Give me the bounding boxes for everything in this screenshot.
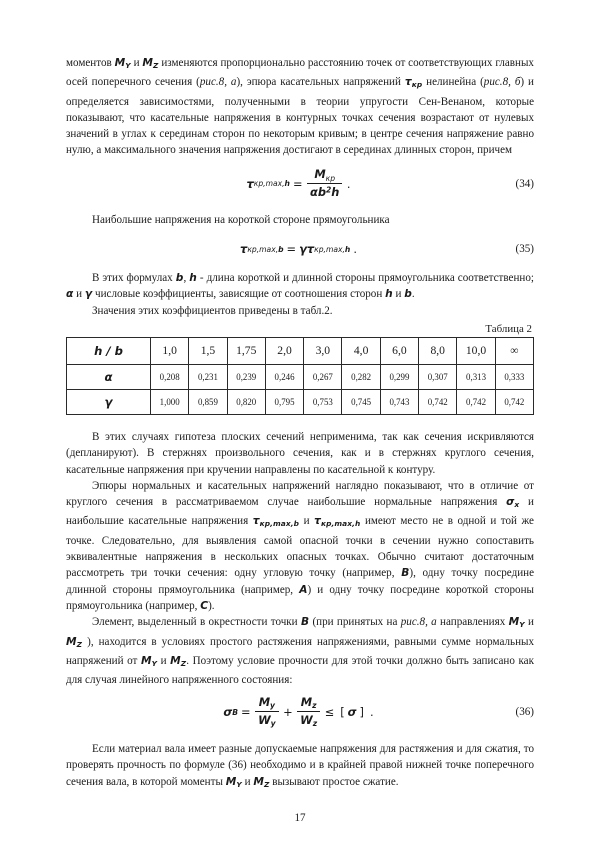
equation-number-35: (35) [515, 243, 534, 256]
table-cell-infinity: ∞ [495, 337, 533, 364]
formula-lhs-sigma: σ [223, 705, 233, 720]
table-row [67, 364, 534, 389]
table-row-label-gamma: γ [67, 389, 151, 414]
fraction-denominator [255, 711, 279, 729]
table-row-header [67, 337, 534, 364]
formula-period: . [353, 242, 357, 257]
numerator-m: M [300, 694, 313, 709]
symbol-subscript: Z [263, 779, 270, 789]
symbol-my [509, 616, 525, 628]
table-cell: 0,333 [495, 364, 533, 389]
denominator-subscript: z [312, 719, 318, 729]
symbol-base: M [114, 57, 126, 69]
equals-sign: = [241, 705, 251, 720]
table-cell: 0,743 [380, 389, 418, 414]
figure-reference: рис.8, б [483, 76, 521, 89]
formula-lhs-tau: τ [240, 242, 248, 257]
table-cell: 8,0 [419, 337, 457, 364]
allowable-sigma: σ [347, 705, 357, 720]
table-cell: 0,282 [342, 364, 380, 389]
formula-34 [246, 168, 353, 200]
symbol-base: τ [404, 76, 412, 89]
symbol-subscript: Y [236, 779, 242, 789]
symbol-base: M [225, 775, 237, 788]
symbol-tau-kr-max-b [253, 515, 299, 527]
fraction-my-wy [255, 695, 279, 729]
symbol-b-2: b [404, 288, 412, 301]
text-run: ) и определяется зависимостями, полученными в теории упругости Сен-Венаном, которые показывают, что касательные напряжения в контурных точках сечения возрастают от нулевых значений в углах к серединам сторон по некоторым кривым; в центре сечения напряжение равно нулю, а максимального значения напряжения достигают в серединах длинных сторон, причем [66, 76, 534, 157]
table-cell: 0,753 [304, 389, 342, 414]
table-row-label-hb: h / b [67, 337, 151, 364]
text-run: Если материал вала имеет разные допускаемые напряжения для растяжения и для сжатия, то проверять прочность по формуле (36) необходимо и в крайней правой нижней точке поперечного сечения вала, в которой моменты [66, 742, 534, 788]
text-run: и [160, 654, 167, 667]
fraction-numerator [298, 695, 320, 711]
symbol-tau-kr [405, 76, 422, 88]
denominator-b: b [317, 185, 326, 200]
table-cell: 0,246 [265, 364, 303, 389]
page-content [66, 55, 534, 793]
symbol-my [115, 57, 131, 69]
formula-34-row [66, 168, 534, 200]
text-run: В этих случаях гипотеза плоских сечений неприменима, так как сечения искривляются (депланируют). В стержнях произвольного сечения, как и в стержнях круглого сечения, касательные напряжения при кручении направлены по касательной к контуру. [66, 430, 534, 476]
plus-sign: + [283, 705, 293, 720]
text-run: Значения этих коэффициентов приведены в табл.2. [92, 304, 333, 317]
formula-rhs-gamma: γ [299, 242, 307, 257]
formula-36-row [66, 695, 534, 729]
table-cell: 0,859 [189, 389, 227, 414]
symbol-alpha: α [66, 288, 74, 301]
formula-lhs-subscript-b: b [278, 244, 284, 254]
formula-lhs-subscript: кр,max, [247, 244, 279, 254]
text-run: нелинейна ( [426, 76, 484, 89]
table-row [67, 389, 534, 414]
symbol-base: M [66, 635, 77, 648]
paragraph-short-side [66, 212, 534, 228]
text-run: изменяются пропорционально расстоянию точек от соответствующих главных осей поперечного сечения ( [66, 57, 534, 89]
denominator-w: W [300, 712, 313, 727]
symbol-subscript: кр [411, 80, 423, 90]
figure-reference: рис.8, а [199, 76, 237, 89]
table-cell: 1,0 [151, 337, 189, 364]
coefficients-table [66, 337, 534, 415]
text-run: ), находится в условиях простого растяжения напряжениями, равными сумме нормальных напряжений от [66, 635, 534, 667]
table-cell: 0,820 [227, 389, 265, 414]
table-cell: 3,0 [304, 337, 342, 364]
equation-number-34: (34) [515, 177, 534, 190]
table-cell: 0,795 [265, 389, 303, 414]
table-cell: 0,239 [227, 364, 265, 389]
table-cell: 0,745 [342, 389, 380, 414]
text-run: и [76, 288, 83, 301]
symbol-h-2: h [385, 288, 393, 301]
text-run: и [528, 616, 534, 629]
symbol-base: τ [252, 515, 260, 528]
table-cell: 0,299 [380, 364, 418, 389]
symbol-subscript: Y [125, 61, 131, 70]
fraction-numerator [311, 167, 338, 183]
bracket-close: ] [359, 705, 364, 720]
text-run: направлениях [440, 616, 506, 629]
symbol-h: h [189, 272, 197, 285]
text-run: моментов [66, 57, 112, 69]
fraction-mz-wz [297, 695, 320, 729]
numerator-subscript: z [312, 701, 317, 711]
formula-rhs-subscript-h: h [344, 244, 351, 254]
formula-lhs-subscript: кр,max, [253, 179, 285, 189]
symbol-mz [142, 57, 158, 69]
numerator-subscript: y [270, 701, 275, 711]
numerator-subscript: кр [325, 173, 336, 183]
denominator-h: h [331, 185, 340, 200]
text-run: вызывают простое сжатие. [272, 775, 399, 788]
symbol-gamma: γ [84, 288, 93, 301]
table-cell: 0,307 [419, 364, 457, 389]
fraction-numerator [256, 695, 278, 711]
symbol-b: b [175, 272, 184, 285]
symbol-point-a: A [299, 583, 308, 596]
text-run: и [303, 515, 310, 528]
formula-period: . [370, 705, 374, 720]
formula-lhs-tau: τ [246, 176, 254, 191]
paragraph-element-at-b [66, 614, 534, 688]
text-run: числовые коэффициенты, зависящие от соотношения сторон [95, 288, 383, 301]
symbol-mz [66, 636, 82, 648]
symbol-base: M [170, 654, 181, 667]
paragraph-different-allowables [66, 741, 534, 793]
page-number: 17 [294, 812, 306, 824]
numerator-m: M [258, 694, 271, 709]
text-run: Наибольшие напряжения на короткой стороне прямоугольника [92, 213, 390, 226]
text-run: Эпюры нормальных и касательных напряжений наглядно показывают, что в отличие от круглого сечения в рассматриваемом случае наибольшие нормальные напряжения [66, 479, 534, 509]
text-run: ), одну точку посредине длинной стороны прямоугольника (например, [66, 567, 535, 596]
denominator-exponent: 2 [325, 185, 332, 195]
symbol-base: τ [314, 515, 321, 528]
table-cell: 0,742 [457, 389, 495, 414]
denominator-alpha: α [310, 185, 318, 200]
symbol-my [226, 776, 242, 788]
text-run: ), эпюра касательных напряжений [236, 76, 401, 89]
symbol-subscript: Z [76, 639, 83, 649]
symbol-subscript: x [514, 500, 520, 510]
symbol-point-b: B [300, 616, 310, 629]
formula-35 [240, 242, 360, 256]
table-cell: 4,0 [342, 337, 380, 364]
paragraph-stress-diagrams [66, 478, 534, 614]
bracket-open: [ [340, 705, 345, 720]
fraction-denominator [307, 183, 342, 199]
formula-rhs-tau: τ [306, 242, 315, 257]
formula-lhs-subscript-h: h [284, 179, 290, 189]
denominator-subscript: y [270, 719, 276, 729]
symbol-base: σ [506, 496, 515, 509]
table-cell: 1,75 [227, 337, 265, 364]
table-cell: 0,742 [495, 389, 533, 414]
less-equal-sign: ≤ [324, 705, 335, 720]
equals-sign: = [286, 242, 297, 257]
figure-reference: рис.8, а [400, 616, 437, 629]
table-cell: 0,208 [151, 364, 189, 389]
text-run: ) и одну точку посредине короткой стороны прямоугольника (например, [66, 583, 534, 612]
text-run: и [133, 57, 140, 69]
formula-period: . [346, 176, 351, 191]
text-run: ). [208, 599, 215, 612]
symbol-base: M [508, 616, 520, 629]
text-run: В этих формулах [92, 272, 173, 285]
symbol-subscript: кр,max,h [320, 519, 361, 529]
symbol-base: M [253, 775, 264, 788]
symbol-sigma-x [506, 496, 519, 508]
symbol-subscript: кр,max,b [259, 519, 300, 529]
formula-lhs-subscript: B [232, 707, 239, 717]
table-cell: 6,0 [380, 337, 418, 364]
table-row-label-alpha: α [67, 364, 151, 389]
text-run: - длина короткой и длинной стороны прямоугольника соответственно; [199, 272, 534, 285]
equation-number-36: (36) [515, 706, 534, 719]
text-run: , [183, 272, 187, 285]
symbol-base: M [140, 654, 152, 667]
symbol-mz [253, 776, 269, 788]
table-cell: 10,0 [457, 337, 495, 364]
text-run: и наибольшие касательные напряжения [66, 496, 534, 528]
symbol-mz-2 [170, 655, 186, 667]
table-cell: 0,267 [304, 364, 342, 389]
text-run: . Поэтому условие прочности для этой точки должно быть записано как для случая линейного напряженного состояния: [66, 654, 534, 687]
text-run: Элемент, выделенный в окрестности точки [92, 616, 298, 629]
numerator-m: M [314, 167, 326, 182]
symbol-my-2 [141, 655, 157, 667]
symbol-subscript: Y [151, 658, 158, 668]
fraction [307, 167, 342, 199]
text-run: и [395, 288, 402, 301]
symbol-subscript: Z [153, 61, 159, 70]
text-run: (при принятых на [312, 616, 398, 629]
table-cell: 0,231 [189, 364, 227, 389]
formula-36 [223, 695, 376, 729]
symbol-subscript: Y [519, 620, 525, 630]
paragraph-table-intro [66, 303, 534, 319]
text-run: . [411, 288, 415, 301]
table-caption: Таблица 2 [485, 322, 532, 335]
table-cell: 1,000 [151, 389, 189, 414]
table-cell: 0,742 [419, 389, 457, 414]
paragraph-definitions [66, 270, 534, 303]
equals-sign: = [292, 176, 303, 191]
table-cell: 0,313 [457, 364, 495, 389]
paragraph-moments [66, 55, 534, 159]
formula-35-row [66, 242, 534, 256]
symbol-tau-kr-max-h [314, 515, 360, 527]
fraction-denominator [297, 711, 320, 729]
symbol-point-c: C [200, 599, 209, 612]
formula-rhs-subscript: кр,max, [314, 244, 345, 254]
symbol-base: M [142, 57, 154, 69]
table-cell: 1,5 [189, 337, 227, 364]
symbol-point-b: B [401, 567, 410, 580]
paragraph-plane-sections [66, 429, 534, 478]
denominator-w: W [258, 712, 271, 727]
symbol-subscript: Z [180, 658, 187, 668]
text-run: имеют место не в одной и той же точке. Следовательно, для выявления самой опасной точки в сечении нужно сопоставить эквивалентные напряжения в нескольких опасных точках. Обычно считают достаточным рассмотреть три точки сечения: одну угловую точку (например, [66, 515, 534, 580]
text-run: и [244, 775, 251, 788]
table-cell: 2,0 [265, 337, 303, 364]
